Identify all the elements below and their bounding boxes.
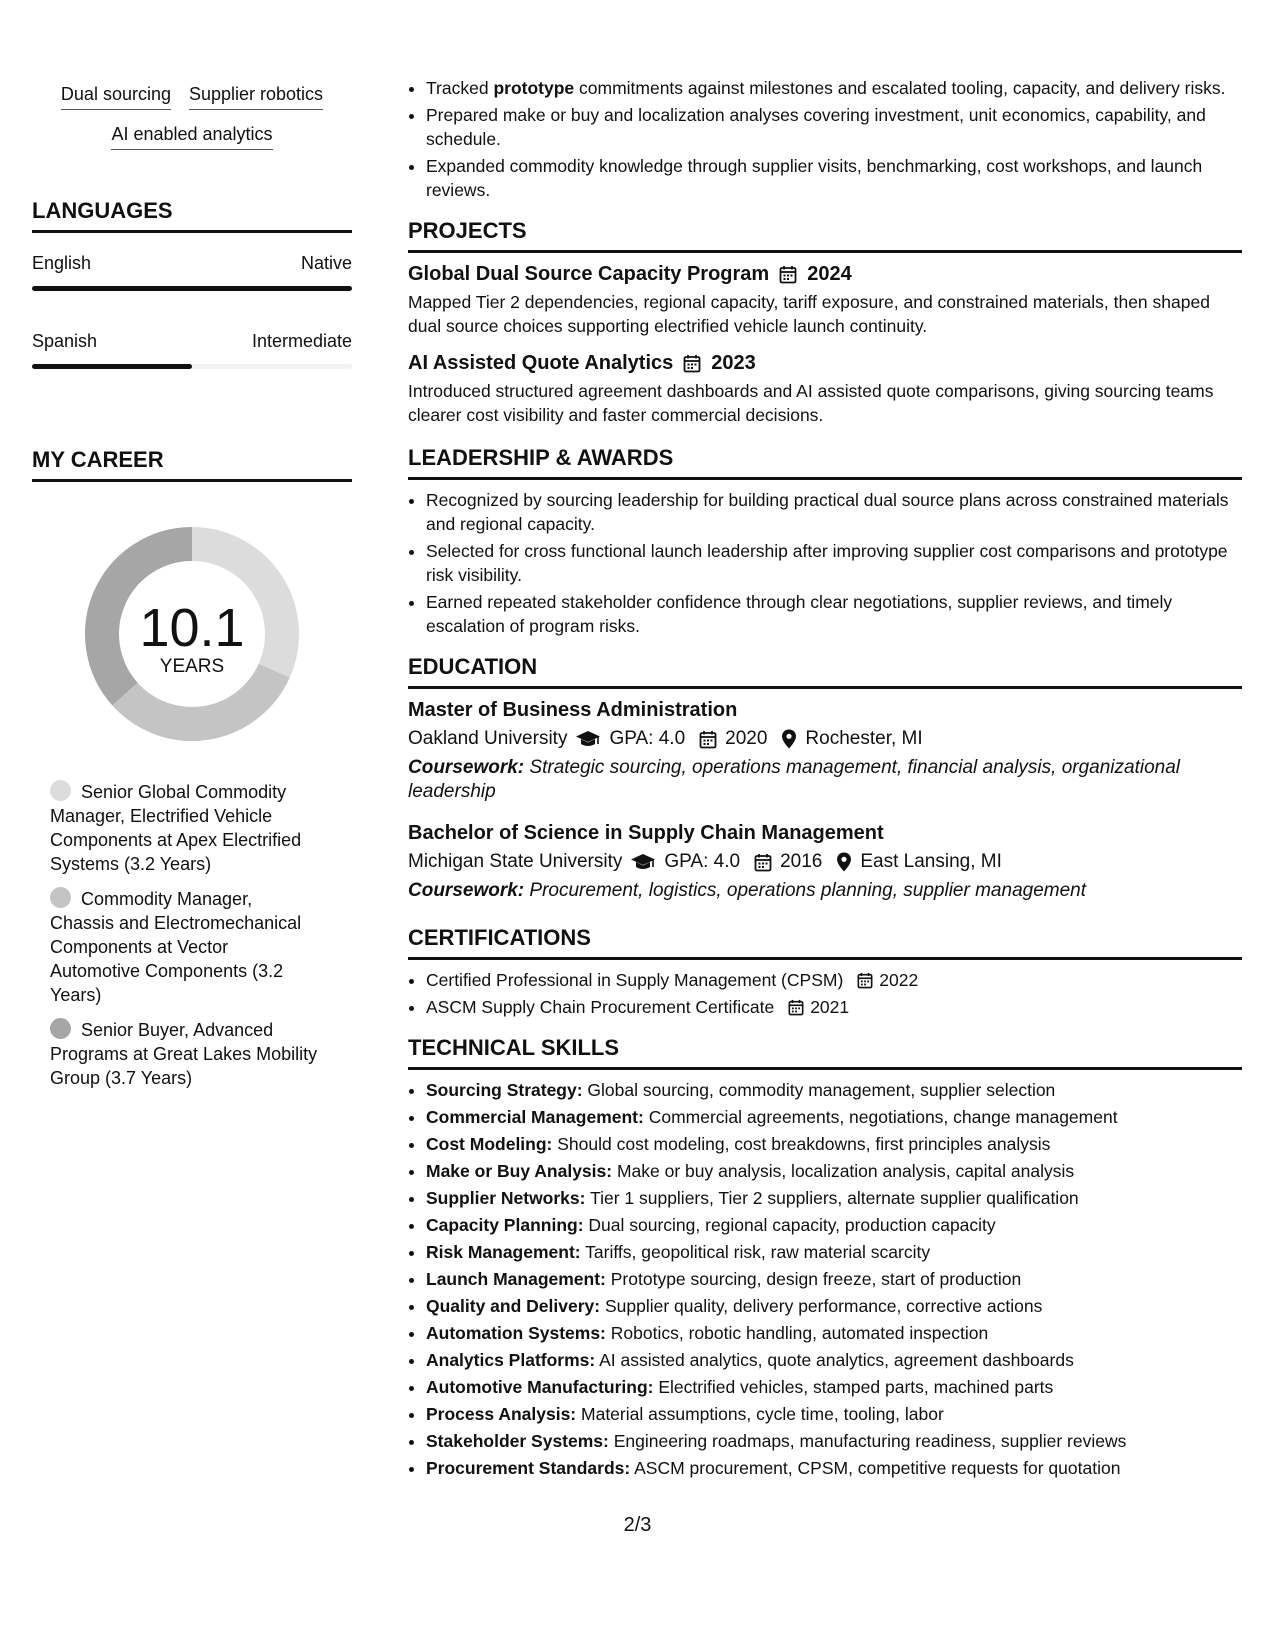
technical-skills-list bbox=[408, 1078, 1242, 1480]
education-location: East Lansing, MI bbox=[860, 851, 1002, 872]
skill-label: Quality and Delivery: bbox=[426, 1296, 601, 1316]
project-item bbox=[408, 263, 1242, 338]
language-proficiency-fill bbox=[32, 364, 192, 369]
skill-value: Supplier quality, delivery performance, corrective actions bbox=[600, 1296, 1043, 1316]
certification-name: • Certified Professional in Supply Management (CPSM) bbox=[426, 970, 844, 990]
skill-value: Commercial agreements, negotiations, change management bbox=[643, 1107, 1118, 1127]
skill-label: Cost Modeling: bbox=[426, 1134, 553, 1154]
certification-name: • ASCM Supply Chain Procurement Certificate bbox=[426, 997, 775, 1017]
leadership-section bbox=[408, 445, 1242, 638]
skill-value: Make or buy analysis, localization analysis, capital analysis bbox=[612, 1161, 1075, 1181]
main-content bbox=[408, 76, 1242, 1483]
coursework-label: Coursework: bbox=[408, 757, 525, 778]
skill-value: Electrified vehicles, stamped parts, machined parts bbox=[653, 1377, 1054, 1397]
skill-value: Should cost modeling, cost breakdowns, first principles analysis bbox=[552, 1134, 1051, 1154]
education-gpa: GPA: 4.0 bbox=[664, 851, 741, 872]
skill-item bbox=[426, 1240, 1242, 1264]
skill-label: Commercial Management: bbox=[426, 1107, 644, 1127]
skill-tag: Dual sourcing bbox=[61, 82, 171, 110]
skill-value: Material assumptions, cycle time, tooling, labor bbox=[576, 1404, 944, 1424]
leadership-item: • Earned repeated stakeholder confidence through clear negotiations, supplier reviews, and timely escalation of program risks. bbox=[426, 590, 1242, 638]
skill-item bbox=[426, 1429, 1242, 1453]
certifications-heading: CERTIFICATIONS bbox=[408, 925, 1242, 960]
certification-item bbox=[426, 968, 1242, 992]
education-item bbox=[408, 822, 1242, 903]
career-donut-chart bbox=[82, 524, 302, 744]
language-item bbox=[32, 253, 352, 291]
skill-item bbox=[426, 1105, 1242, 1129]
skill-value: Tariffs, geopolitical risk, raw material scarcity bbox=[580, 1242, 931, 1262]
education-coursework bbox=[408, 879, 1242, 903]
technical-skills-section bbox=[408, 1035, 1242, 1480]
leadership-list bbox=[408, 488, 1242, 638]
leadership-item: • Selected for cross functional launch leadership after improving supplier cost comparisons and prototype risk visibility. bbox=[426, 539, 1242, 587]
experience-bullet bbox=[426, 76, 1242, 100]
education-item bbox=[408, 699, 1242, 804]
career-role-text: Senior Global Commodity Manager, Electrified Vehicle Components at Apex Electrified Systems (3.2 Years) bbox=[50, 782, 302, 874]
certifications-section bbox=[408, 925, 1242, 1019]
language-level: Intermediate bbox=[251, 331, 352, 351]
calendar-icon bbox=[779, 265, 797, 284]
calendar-icon bbox=[788, 999, 804, 1016]
skill-item bbox=[426, 1456, 1242, 1480]
experience-bullet bbox=[426, 103, 1242, 151]
skill-item bbox=[426, 1186, 1242, 1210]
coursework-text: Strategic sourcing, operations management, financial analysis, organizational leadership bbox=[408, 757, 1181, 802]
experience-bullet bbox=[426, 154, 1242, 202]
skill-value: Engineering roadmaps, manufacturing readiness, supplier reviews bbox=[608, 1431, 1127, 1451]
skill-item bbox=[426, 1294, 1242, 1318]
skill-label: Risk Management: bbox=[426, 1242, 581, 1262]
skill-value: Tier 1 suppliers, Tier 2 suppliers, alternate supplier qualification bbox=[585, 1188, 1079, 1208]
skill-value: Robotics, robotic handling, automated inspection bbox=[605, 1323, 989, 1343]
skill-item bbox=[426, 1348, 1242, 1372]
project-item bbox=[408, 352, 1242, 427]
career-total-unit: YEARS bbox=[159, 656, 225, 677]
education-location: Rochester, MI bbox=[805, 728, 923, 749]
coursework-text: Procurement, logistics, operations planning, supplier management bbox=[524, 880, 1087, 901]
language-level: Native bbox=[300, 253, 352, 273]
skill-value: Dual sourcing, regional capacity, production capacity bbox=[583, 1215, 996, 1235]
certifications-list bbox=[408, 968, 1242, 1019]
projects-heading: PROJECTS bbox=[408, 218, 1242, 253]
education-heading: EDUCATION bbox=[408, 654, 1242, 689]
skill-value: Prototype sourcing, design freeze, start of production bbox=[605, 1269, 1022, 1289]
career-heading: MY CAREER bbox=[32, 447, 352, 482]
project-year: 2024 bbox=[807, 263, 852, 285]
page-number: 2/3 bbox=[623, 1514, 652, 1536]
skill-item bbox=[426, 1321, 1242, 1345]
career-roles-list bbox=[50, 780, 320, 1090]
bullet-text: commitments against milestones and escalated tooling, capacity, and delivery risks. bbox=[574, 78, 1226, 98]
calendar-icon bbox=[754, 853, 772, 872]
project-year: 2023 bbox=[711, 352, 756, 374]
skill-label: Capacity Planning: bbox=[426, 1215, 584, 1235]
technical-skills-heading: TECHNICAL SKILLS bbox=[408, 1035, 1242, 1070]
leadership-heading: LEADERSHIP & AWARDS bbox=[408, 445, 1242, 480]
language-name: Spanish bbox=[32, 331, 98, 351]
skill-item bbox=[426, 1402, 1242, 1426]
skill-value: ASCM procurement, CPSM, competitive requests for quotation bbox=[630, 1458, 1121, 1478]
skill-label: Make or Buy Analysis: bbox=[426, 1161, 613, 1181]
calendar-icon bbox=[683, 354, 701, 373]
coursework-label: Coursework: bbox=[408, 880, 525, 901]
career-role bbox=[50, 780, 320, 876]
skill-item bbox=[426, 1375, 1242, 1399]
skill-label: Supplier Networks: bbox=[426, 1188, 586, 1208]
skill-label: Automation Systems: bbox=[426, 1323, 606, 1343]
language-proficiency-bar bbox=[32, 286, 352, 291]
skill-label: Stakeholder Systems: bbox=[426, 1431, 609, 1451]
sidebar bbox=[32, 82, 352, 1101]
skill-value: AI assisted analytics, quote analytics, agreement dashboards bbox=[595, 1350, 1074, 1370]
education-degree: Bachelor of Science in Supply Chain Management bbox=[408, 822, 884, 844]
project-title: AI Assisted Quote Analytics bbox=[408, 352, 674, 374]
projects-section bbox=[408, 218, 1242, 427]
project-title: Global Dual Source Capacity Program bbox=[408, 263, 770, 285]
bullet-bold-text: prototype bbox=[493, 78, 575, 98]
project-description: Mapped Tier 2 dependencies, regional capacity, tariff exposure, and constrained materials, then shaped dual source choices supporting electrified vehicle launch continuity. bbox=[408, 292, 1210, 336]
calendar-icon bbox=[857, 972, 873, 989]
skill-label: Sourcing Strategy: bbox=[426, 1080, 583, 1100]
skill-label: Procurement Standards: bbox=[426, 1458, 631, 1478]
education-section bbox=[408, 654, 1242, 903]
donut-segment bbox=[125, 671, 274, 724]
project-description: Introduced structured agreement dashboards and AI assisted quote comparisons, giving sourcing teams clearer cost visibility and faster commercial decisions. bbox=[408, 381, 1214, 425]
skill-label: Launch Management: bbox=[426, 1269, 606, 1289]
certification-year: 2021 bbox=[810, 997, 850, 1017]
skill-item bbox=[426, 1159, 1242, 1183]
skill-tag: AI enabled analytics bbox=[111, 122, 272, 150]
certification-year: 2022 bbox=[879, 970, 919, 990]
map-pin-icon bbox=[836, 852, 852, 872]
education-school: Michigan State University bbox=[408, 851, 623, 872]
education-degree: Master of Business Administration bbox=[408, 699, 738, 721]
leadership-item: • Recognized by sourcing leadership for building practical dual source plans across constrained materials and regional capacity. bbox=[426, 488, 1242, 536]
skill-label: Analytics Platforms: bbox=[426, 1350, 596, 1370]
graduation-cap-icon bbox=[630, 853, 656, 871]
map-pin-icon bbox=[781, 729, 797, 749]
language-item bbox=[32, 331, 352, 369]
skill-item bbox=[426, 1213, 1242, 1237]
career-donut-wrap bbox=[32, 524, 352, 744]
legend-dot bbox=[50, 887, 71, 908]
bullet-text: Prepared make or buy and localization analyses covering investment, unit economics, capability, and schedule. bbox=[426, 105, 1206, 149]
languages-heading: LANGUAGES bbox=[32, 198, 352, 233]
experience-bullets bbox=[408, 76, 1242, 202]
language-proficiency-fill bbox=[32, 286, 352, 291]
skill-tags bbox=[32, 82, 352, 150]
certification-item bbox=[426, 995, 1242, 1019]
skill-value: Global sourcing, commodity management, supplier selection bbox=[582, 1080, 1056, 1100]
education-year: 2020 bbox=[725, 728, 768, 749]
skill-label: Process Analysis: bbox=[426, 1404, 577, 1424]
education-school: Oakland University bbox=[408, 728, 568, 749]
career-section bbox=[32, 447, 352, 1090]
languages-section bbox=[32, 198, 352, 369]
language-name: English bbox=[32, 253, 92, 273]
skill-label: Automotive Manufacturing: bbox=[426, 1377, 654, 1397]
skill-tag: Supplier robotics bbox=[189, 82, 323, 110]
education-gpa: GPA: 4.0 bbox=[609, 728, 686, 749]
career-role bbox=[50, 887, 320, 1007]
legend-dot bbox=[50, 780, 71, 801]
calendar-icon bbox=[699, 730, 717, 749]
career-role bbox=[50, 1018, 320, 1090]
bullet-text: Tracked bbox=[426, 78, 494, 98]
education-year: 2016 bbox=[780, 851, 823, 872]
legend-dot bbox=[50, 1018, 71, 1039]
skill-item bbox=[426, 1267, 1242, 1291]
career-role-text: Senior Buyer, Advanced Programs at Great Lakes Mobility Group (3.7 Years) bbox=[50, 1020, 318, 1088]
bullet-text: Expanded commodity knowledge through supplier visits, benchmarking, cost workshops, and launch reviews. bbox=[426, 156, 1203, 200]
skill-item bbox=[426, 1132, 1242, 1156]
language-proficiency-bar bbox=[32, 364, 352, 369]
career-role-text: Commodity Manager, Chassis and Electromechanical Components at Vector Automotive Components (3.2 Years) bbox=[50, 889, 302, 1005]
graduation-cap-icon bbox=[575, 730, 601, 748]
skill-item bbox=[426, 1078, 1242, 1102]
education-coursework bbox=[408, 756, 1242, 804]
career-total-value: 10.1 bbox=[139, 598, 245, 658]
